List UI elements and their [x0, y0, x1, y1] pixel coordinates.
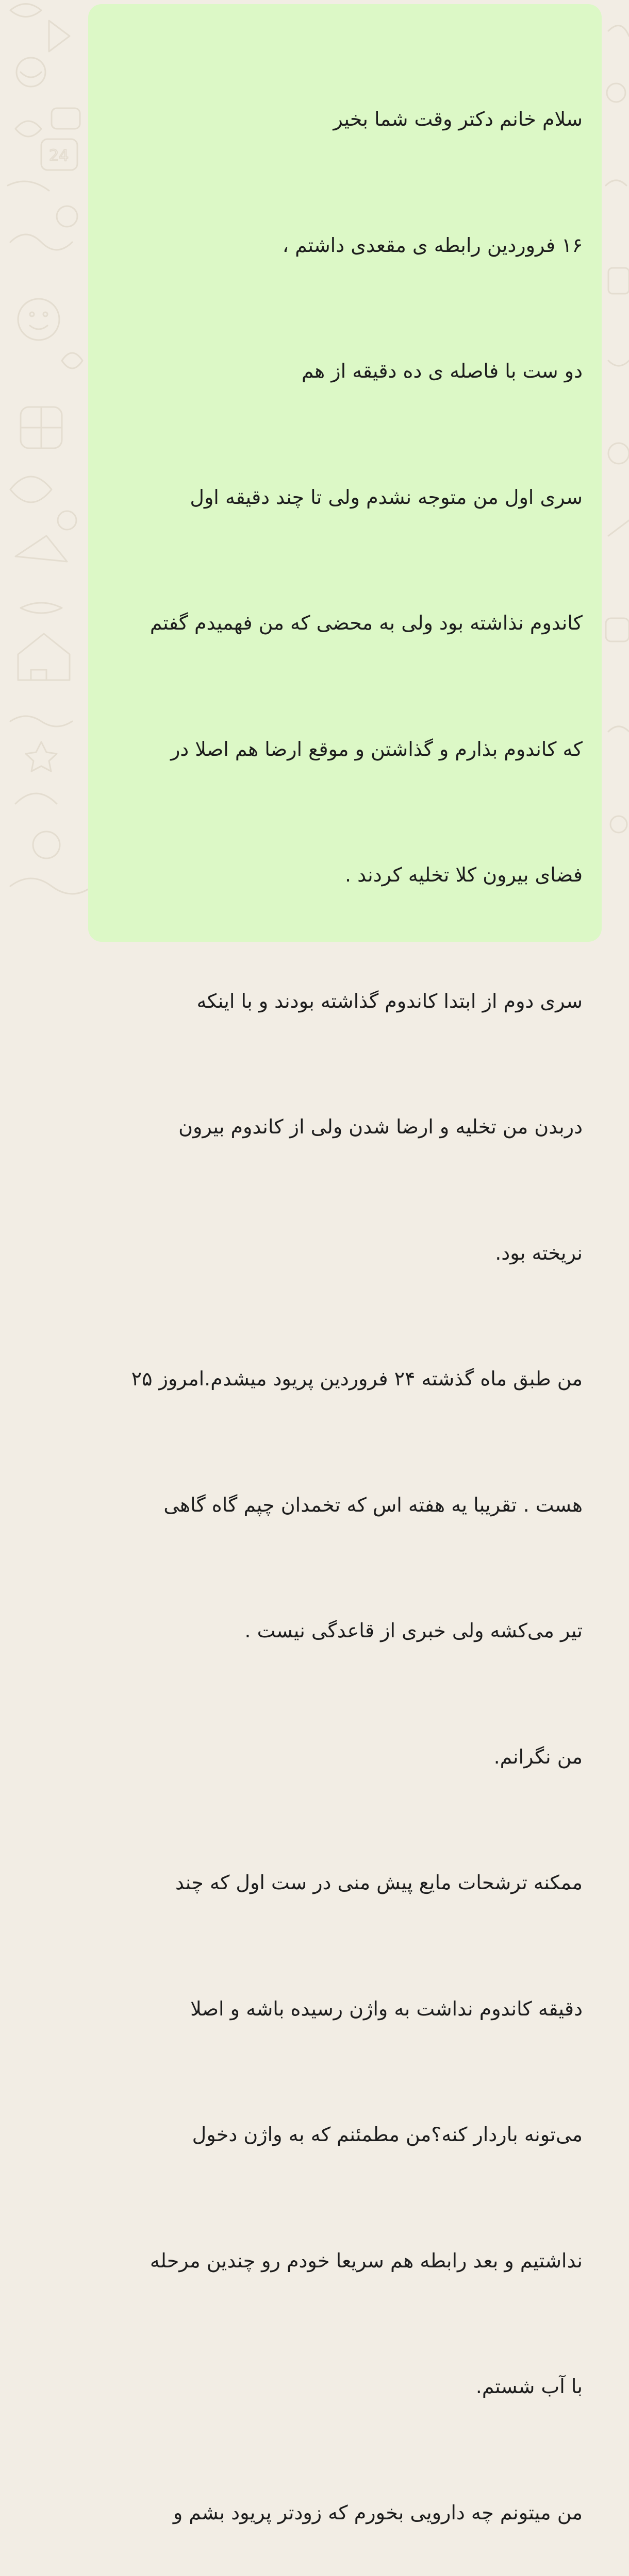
message-line: هست . تقریبا یه هفته اس که تخمدان چپم گاه گاهی	[163, 1493, 583, 1516]
message-text	[107, 14, 583, 2576]
message-line: من نگرانم.	[493, 1745, 583, 1768]
message-line: نداشتیم و بعد رابطه هم سریعا خودم رو چندین مرحله	[150, 2249, 583, 2272]
message-line: سری اول من متوجه نشدم ولی تا چند دقیقه اول	[190, 485, 583, 509]
message-line: کاندوم نذاشته بود ولی به محضی که من فهمیدم گفتم	[150, 612, 583, 634]
svg-text:24: 24	[49, 147, 69, 165]
message-line: سلام خانم دکتر وقت شما بخیر	[333, 108, 583, 130]
message-line: با آب شستم.	[475, 2375, 583, 2398]
message-line: فضای بیرون کلا تخلیه کردند .	[345, 863, 583, 886]
message-line: نریخته بود.	[495, 1241, 583, 1264]
message-bubble[interactable]	[88, 4, 602, 2524]
message-line: دربدن من تخلیه و ارضا شدن ولی از کاندوم بیرون	[178, 1115, 583, 1138]
message-line: که کاندوم بذارم و گذاشتن و موقع ارضا هم اصلا در	[170, 737, 583, 760]
message-line: سری دوم از ابتدا کاندوم گذاشته بودند و با اینکه	[196, 989, 583, 1012]
message-line: ممکنه ترشحات مایع پیش منی در ست اول که چند	[175, 1871, 583, 1894]
message-line: تیر می‌کشه ولی خبری از قاعدگی نیست .	[244, 1619, 583, 1642]
message-line: دو ست با فاصله ی ده دقیقه از هم	[301, 360, 583, 382]
message-line: می‌تونه باردار کنه؟من مطمئنم که به واژن دخول	[192, 2123, 583, 2146]
message-line: من میتونم چه دارویی بخورم که زودتر پریود بشم و	[173, 2501, 583, 2524]
message-line: من طبق ماه گذشته ۲۴ فروردین پریود میشدم.امروز ۲۵	[131, 1367, 583, 1390]
message-line: دقیقه کاندوم نداشت به واژن رسیده باشه و اصلا	[190, 1997, 583, 2020]
message-line: ۱۶ فروردین رابطه ی مقعدی داشتم ،	[282, 233, 583, 257]
